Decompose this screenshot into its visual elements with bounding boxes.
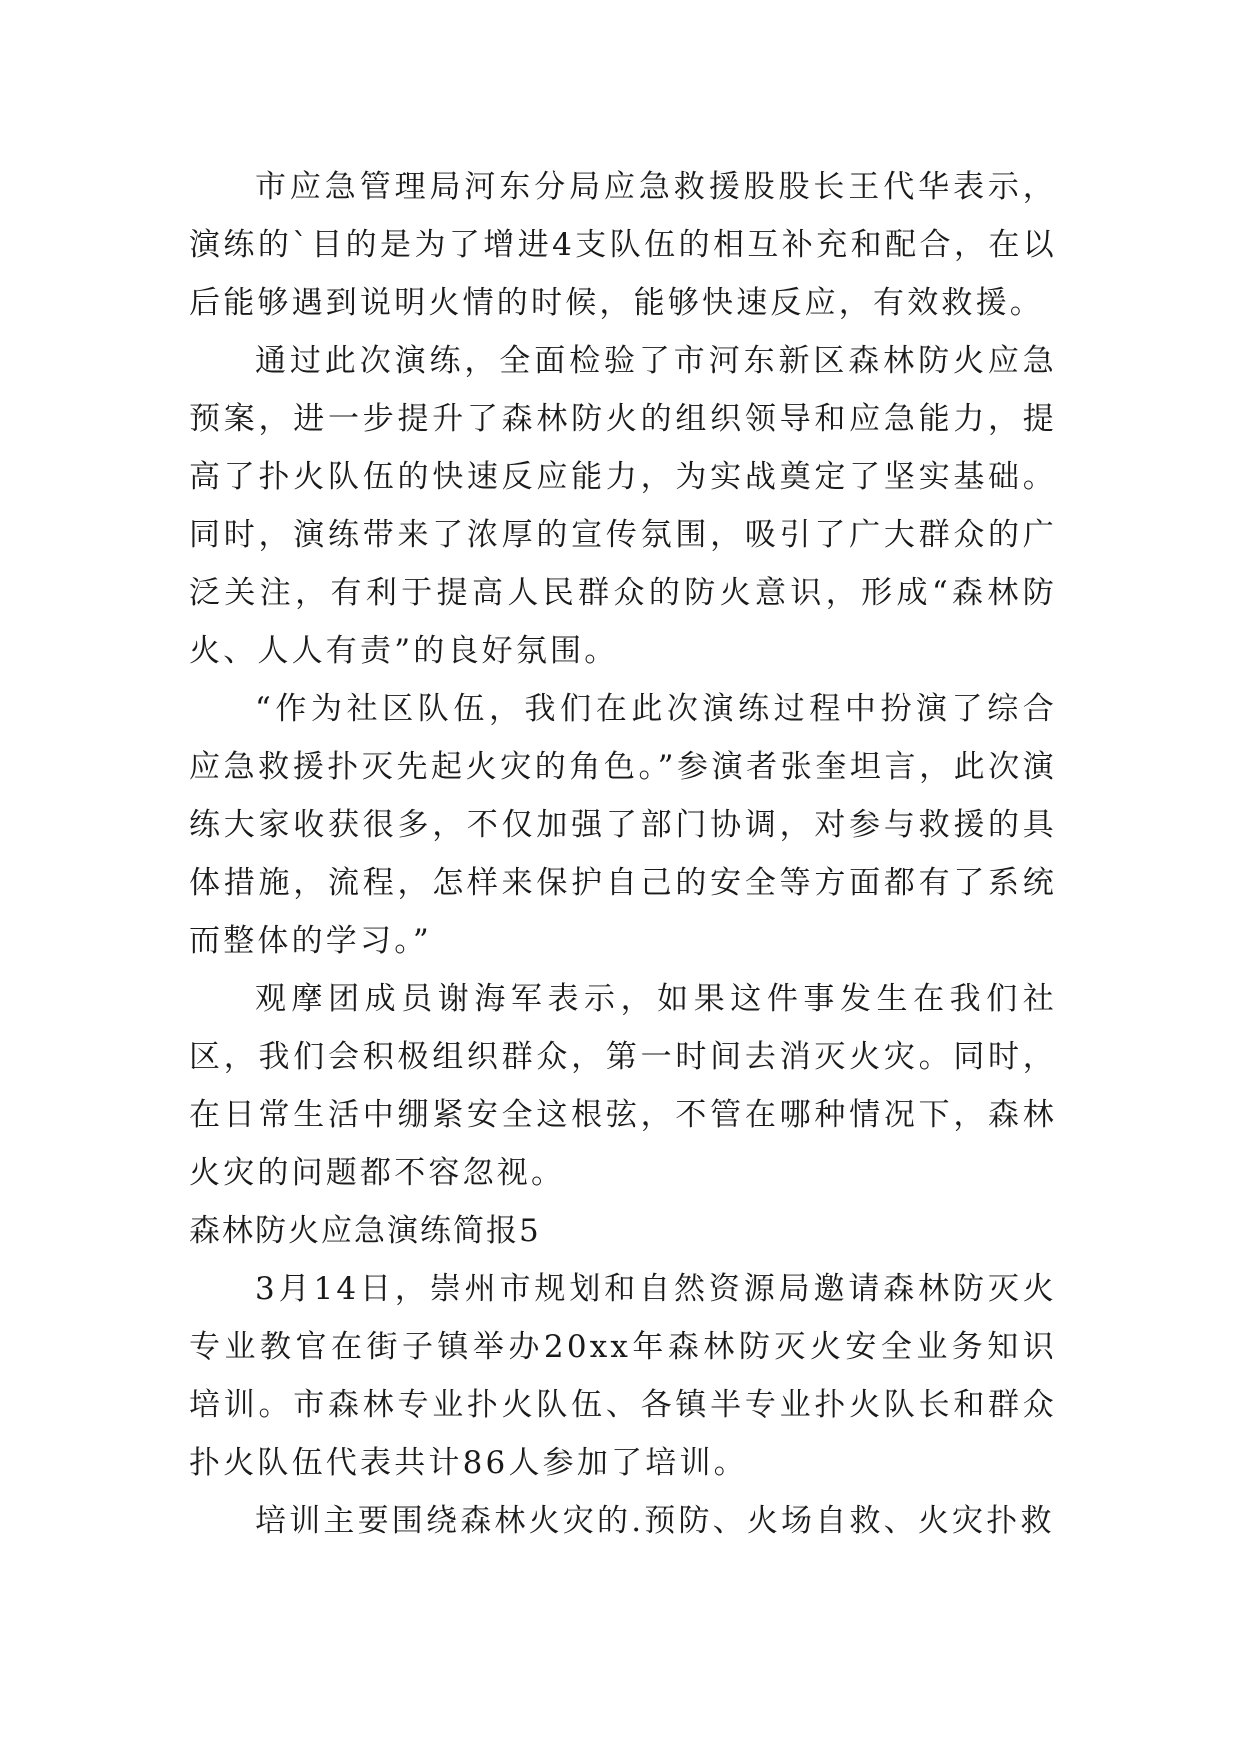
paragraph-1: 市应急管理局河东分局应急救援股股长王代华表示，演练的`目的是为了增进4支队伍的相互补充和配合，在以后能够遇到说明火情的时候，能够快速反应，有效救援。 [189, 169, 1057, 321]
section-paragraph-1: 3月14日，崇州市规划和自然资源局邀请森林防灭火专业教官在街子镇举办20xx年森林防灭火安全业务知识培训。市森林专业扑火队伍、各镇半专业扑火队长和群众扑火队伍代表共计86人参加了培训。 [189, 1271, 1057, 1481]
paragraph-3: “作为社区队伍，我们在此次演练过程中扮演了综合应急救援扑灭先起火灾的角色。”参演者张奎坦言，此次演练大家收获很多，不仅加强了部门协调，对参与救援的具体措施，流程，怎样来保护自己的安全等方面都有了系统而整体的学习。” [189, 691, 1057, 959]
document-body [189, 158, 1057, 1550]
paragraph-4: 观摩团成员谢海军表示，如果这件事发生在我们社区，我们会积极组织群众，第一时间去消灭火灾。同时，在日常生活中绷紧安全这根弦，不管在哪种情况下，森林火灾的问题都不容忽视。 [189, 981, 1057, 1191]
paragraph-2: 通过此次演练，全面检验了市河东新区森林防火应急预案，进一步提升了森林防火的组织领导和应急能力，提高了扑火队伍的快速反应能力，为实战奠定了坚实基础。同时，演练带来了浓厚的宣传氛围，吸引了广大群众的广泛关注，有利于提高人民群众的防火意识，形成“森林防火、人人有责”的良好氛围。 [189, 343, 1057, 669]
section-title: 森林防火应急演练简报5 [189, 1213, 541, 1249]
section-paragraph-2: 培训主要围绕森林火灾的.预防、火场自救、火灾扑救 [255, 1503, 1055, 1539]
